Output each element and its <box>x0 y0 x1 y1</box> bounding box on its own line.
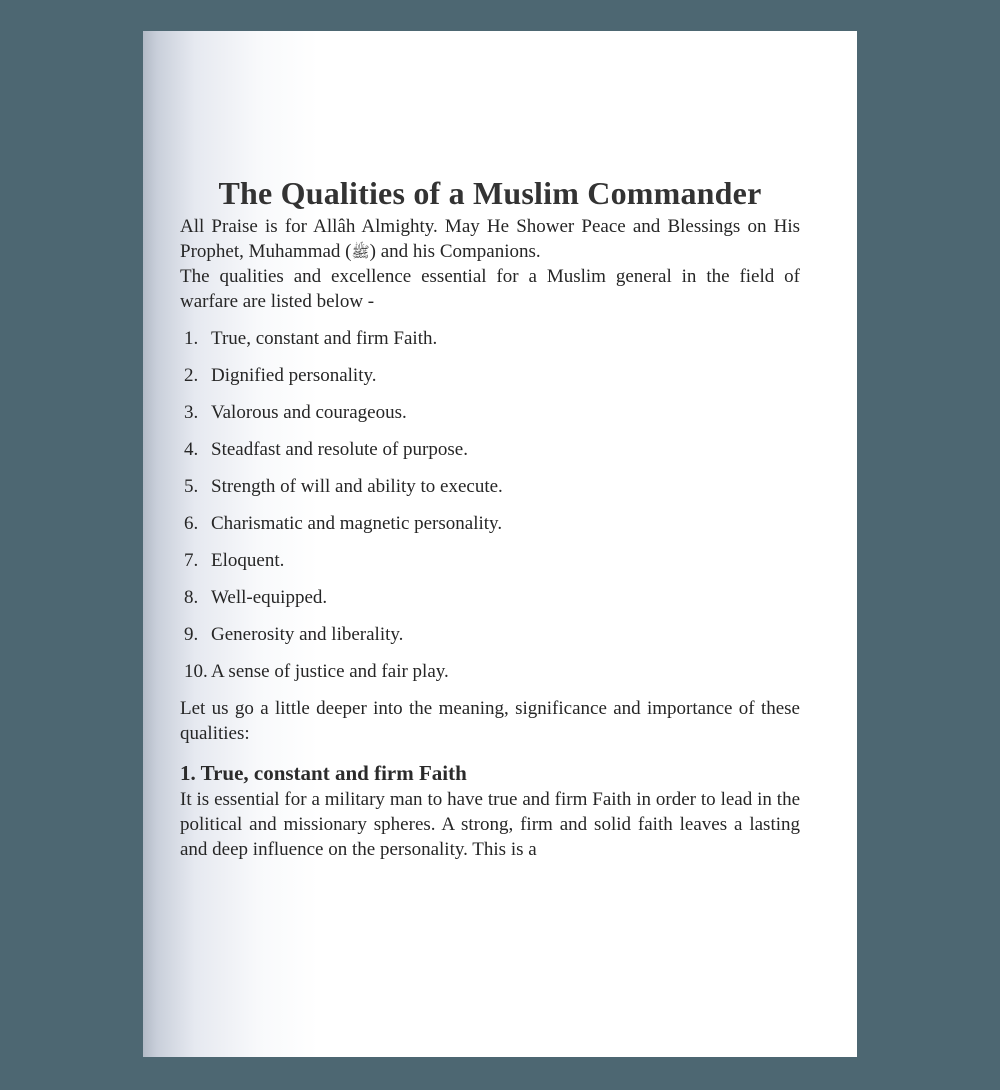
list-item <box>180 326 800 351</box>
list-item <box>180 400 800 425</box>
list-item-number: 10. <box>184 661 208 682</box>
list-item <box>180 622 800 647</box>
list-item-text: Generosity and liberality. <box>211 624 404 645</box>
list-item-number: 1. <box>184 328 199 349</box>
list-item-number: 7. <box>184 550 199 571</box>
page-title: The Qualities of a Muslim Commander <box>218 175 762 211</box>
list-item <box>180 474 800 499</box>
praise-text-before: All Praise is for Allâh Almighty. May He Shower Peace and Blessings on His Prophet, Muhammad ( <box>180 216 800 262</box>
paragraph-praise <box>180 214 800 264</box>
list-item <box>180 511 800 536</box>
praise-text-after: ) and his Companions. <box>369 241 541 262</box>
list-item-number: 3. <box>184 402 199 423</box>
paragraph-deeper: Let us go a little deeper into the meaning, significance and importance of these qualities: <box>180 698 800 744</box>
list-item-text: Dignified personality. <box>211 365 377 386</box>
list-item-number: 5. <box>184 476 199 497</box>
list-item <box>180 659 800 684</box>
list-item-number: 2. <box>184 365 199 386</box>
list-item-text: Charismatic and magnetic personality. <box>211 513 503 534</box>
list-item-number: 6. <box>184 513 199 534</box>
list-item-number: 8. <box>184 587 199 608</box>
list-item-text: Eloquent. <box>211 550 285 571</box>
list-item-text: Steadfast and resolute of purpose. <box>211 439 468 460</box>
list-item-text: True, constant and firm Faith. <box>211 328 438 349</box>
qualities-list <box>180 326 800 684</box>
list-item-text: Valorous and courageous. <box>211 402 407 423</box>
list-item-text: A sense of justice and fair play. <box>211 661 449 682</box>
section-heading: 1. True, constant and firm Faith <box>180 761 467 785</box>
paragraph-section1-body: It is essential for a military man to have true and firm Faith in order to lead in the political and missionary spheres. A strong, firm and solid faith leaves a lasting and deep influence on the personality. This is a <box>180 789 800 860</box>
book-page <box>143 31 857 1057</box>
list-item <box>180 437 800 462</box>
page-content <box>143 172 857 862</box>
list-item-number: 9. <box>184 624 199 645</box>
list-item <box>180 585 800 610</box>
list-item-text: Strength of will and ability to execute. <box>211 476 503 497</box>
list-item-text: Well-equipped. <box>211 587 328 608</box>
list-item <box>180 363 800 388</box>
list-item <box>180 548 800 573</box>
prophet-honorific-symbol: ﷺ <box>351 245 370 261</box>
paragraph-qualities-intro: The qualities and excellence essential for a Muslim general in the field of warfare are listed below - <box>180 266 800 312</box>
list-item-number: 4. <box>184 439 199 460</box>
